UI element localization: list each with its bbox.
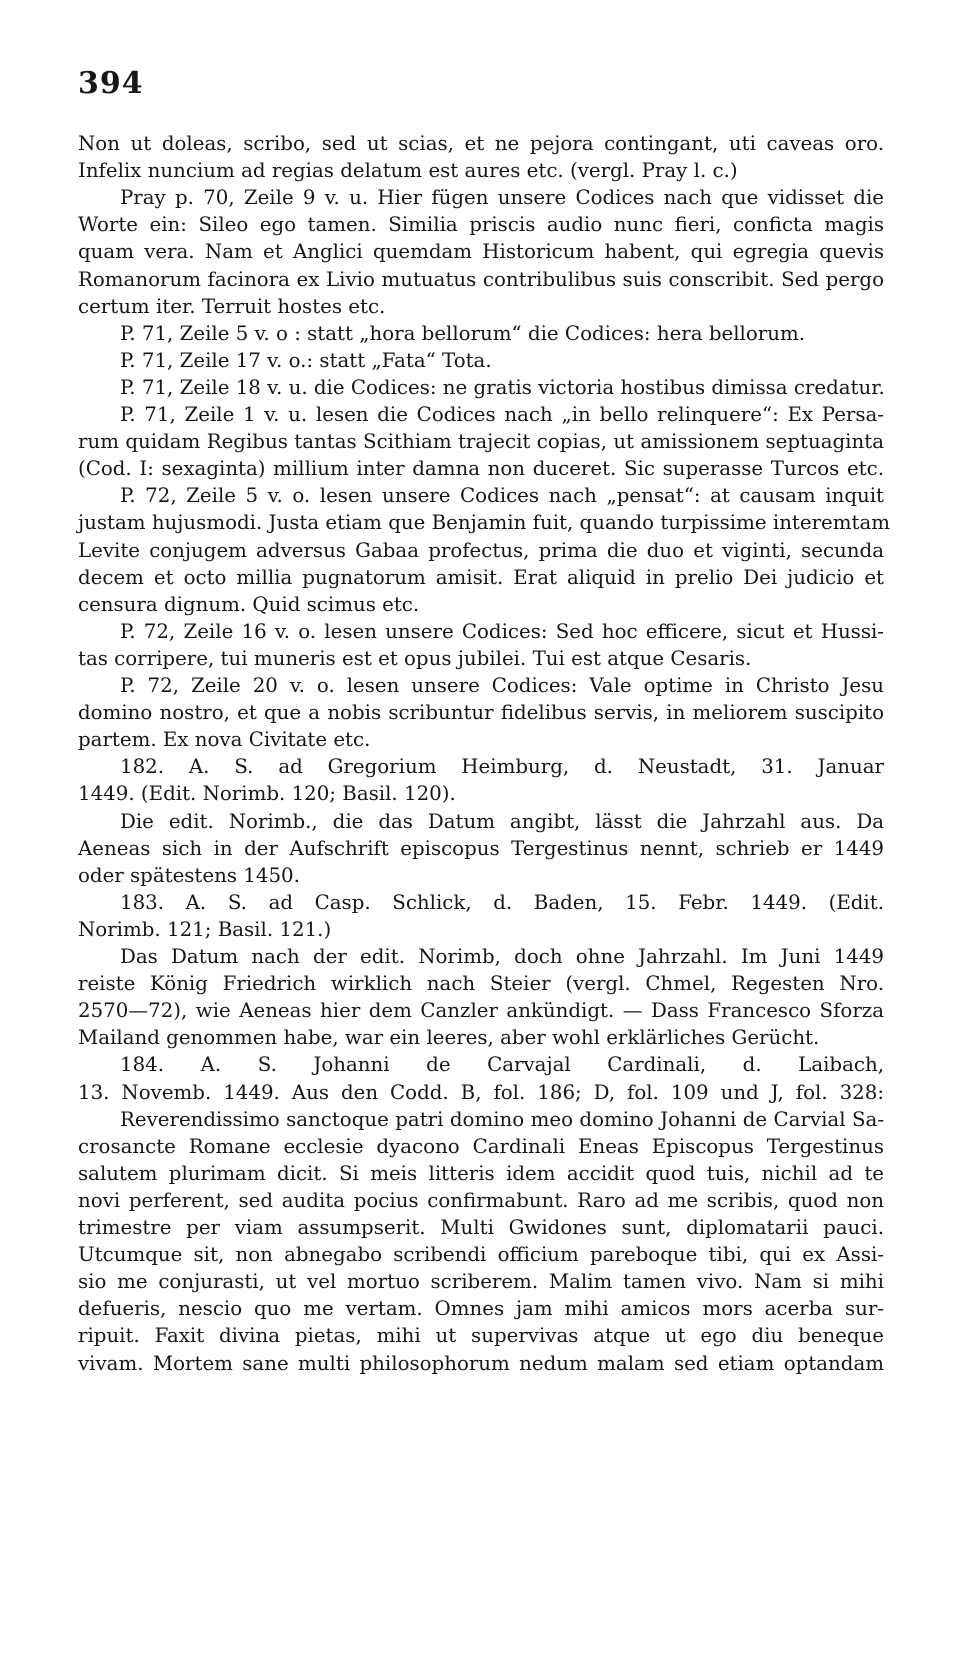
text-line: Levite conjugem adversus Gabaa profectus, prima die duo et viginti, secunda [78, 538, 884, 562]
text-line: novi perferent, sed audita pocius confirmabunt. Raro ad me scribis, quod non [78, 1188, 884, 1212]
text-line: Pray p. 70, Zeile 9 v. u. Hier fügen unsere Codices nach que vidisset die [120, 186, 884, 210]
text-line: trimestre per viam assumpserit. Multi Gwidones sunt, diplomatarii pauci. [78, 1216, 884, 1239]
text-line: sio me conjurasti, ut vel mortuo scriberem. Malim tamen vivo. Nam si mihi [78, 1270, 884, 1294]
text-line: vivam. Mortem sane multi philosophorum nedum malam sed etiam optandam [78, 1351, 884, 1375]
text-line: 1449. (Edit. Norimb. 120; Basil. 120). [78, 782, 456, 806]
text-line: P. 72, Zeile 20 v. o. lesen unsere Codices: Vale optime in Christo Jesu [120, 674, 884, 697]
text-line: defueris, nescio quo me vertam. Omnes jam mihi amicos mors acerba sur- [78, 1297, 884, 1321]
text-line: 2570—72), wie Aeneas hier dem Canzler ankündigt. — Dass Francesco Sforza [78, 999, 884, 1023]
text-line: Worte ein: Sileo ego tamen. Similia priscis audio nunc fieri, conficta magis [78, 213, 884, 237]
text-line: 182. A. S. ad Gregorium Heimburg, d. Neustadt, 31. Januar [120, 755, 884, 779]
text-line: salutem plurimam dicit. Si meis litteris idem accidit quod tuis, nichil ad te [78, 1161, 884, 1185]
text-line: Romanorum facinora ex Livio mutuatus contribulibus suis conscribit. Sed pergo [78, 267, 884, 291]
text-line: Utcumque sit, non abnegabo scribendi officium pareboque tibi, qui ex Assi- [78, 1243, 884, 1267]
text-line: decem et octo millia pugnatorum amisit. Erat aliquid in prelio Dei judicio et [78, 565, 884, 589]
text-line: P. 72, Zeile 5 v. o. lesen unsere Codices nach „pensat“: at causam inquit [120, 484, 884, 508]
text-line: Reverendissimo sanctoque patri domino meo domino Johanni de Carvial Sa- [120, 1107, 884, 1131]
text-line: justam hujusmodi. Justa etiam que Benjamin fuit, quando turpissime interemtam [78, 511, 891, 535]
text-line: reiste König Friedrich wirklich nach Steier (vergl. Chmel, Regesten Nro. [78, 972, 884, 996]
text-line: 184. A. S. Johanni de Carvajal Cardinali, d. Laibach, [120, 1053, 884, 1077]
text-line: censura dignum. Quid scimus etc. [78, 592, 420, 616]
page-number: 394 [78, 66, 144, 101]
text-line: crosancte Romane ecclesie dyacono Cardinali Eneas Episcopus Tergestinus [78, 1134, 884, 1158]
text-line: domino nostro, et que a nobis scribuntur fidelibus servis, in meliorem suscipito [78, 701, 884, 725]
text-line: certum iter. Terruit hostes etc. [78, 294, 386, 318]
text-line: Norimb. 121; Basil. 121.) [78, 917, 332, 941]
text-line: Infelix nuncium ad regias delatum est aures etc. (vergl. Pray l. c.) [78, 159, 738, 183]
text-line: (Cod. I: sexaginta) millium inter damna non duceret. Sic superasse Turcos etc. [78, 457, 884, 481]
text-line: Die edit. Norimb., die das Datum angibt, lässt die Jahrzahl aus. Da [120, 809, 884, 833]
text-line: P. 71, Zeile 17 v. o.: statt „Fata“ Tota. [120, 348, 492, 372]
text-line: Mailand genommen habe, war ein leeres, aber wohl erklärliches Gerücht. [78, 1026, 820, 1050]
text-line: 183. A. S. ad Casp. Schlick, d. Baden, 15. Febr. 1449. (Edit. [120, 890, 884, 914]
text-line: rum quidam Regibus tantas Scithiam trajecit copias, ut amissionem septuaginta [78, 430, 884, 454]
text-line: Das Datum nach der edit. Norimb, doch ohne Jahrzahl. Im Juni 1449 [120, 945, 884, 968]
text-line: oder spätestens 1450. [78, 863, 300, 887]
text-line: P. 71, Zeile 5 v. o : statt „hora bellorum“ die Codices: hera bellorum. [120, 321, 806, 345]
text-line: 13. Novemb. 1449. Aus den Codd. B, fol. 186; D, fol. 109 und J, fol. 328: [78, 1080, 884, 1104]
text-line: quam vera. Nam et Anglici quemdam Historicum habent, qui egregia quevis [78, 240, 884, 264]
text-line: Aeneas sich in der Aufschrift episcopus Tergestinus nennt, schrieb er 1449 [78, 836, 884, 860]
text-line: P. 72, Zeile 16 v. o. lesen unsere Codices: Sed hoc efficere, sicut et Hussi- [120, 619, 884, 643]
text-line: partem. Ex nova Civitate etc. [78, 728, 371, 752]
text-line: P. 71, Zeile 18 v. u. die Codices: ne gratis victoria hostibus dimissa credatur. [120, 375, 885, 399]
text-line: ripuit. Faxit divina pietas, mihi ut supervivas atque ut ego diu beneque [78, 1324, 884, 1348]
text-line: P. 71, Zeile 1 v. u. lesen die Codices nach „in bello relinquere“: Ex Persa- [120, 403, 884, 426]
text-line: tas corripere, tui muneris est et opus jubilei. Tui est atque Cesaris. [78, 646, 752, 670]
text-line: Non ut doleas, scribo, sed ut scias, et ne pejora contingant, uti caveas oro. [78, 132, 884, 155]
